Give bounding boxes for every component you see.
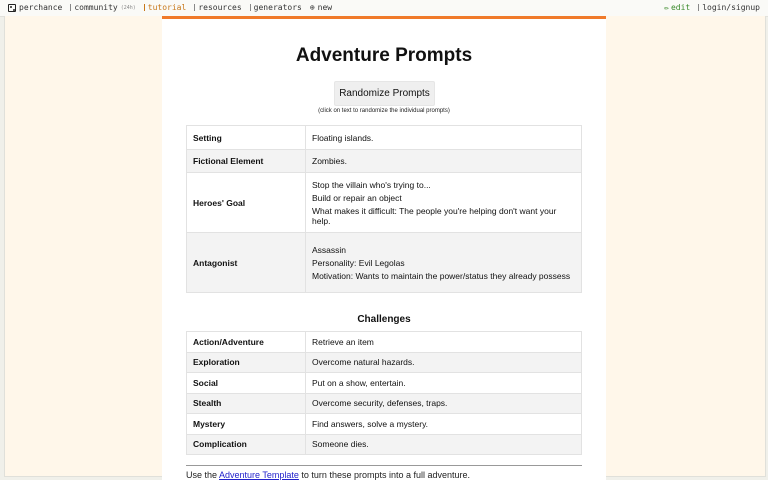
table-row	[187, 332, 582, 353]
table-row	[187, 150, 582, 173]
challenge-value[interactable]: Someone dies.	[306, 434, 582, 455]
table-row	[187, 173, 582, 233]
randomize-hint: (click on text to randomize the individual prompts)	[318, 108, 450, 114]
chat-icon	[70, 4, 71, 11]
new-label: new	[317, 3, 333, 12]
prompts-table	[186, 125, 582, 293]
prompt-line[interactable]: Assassin	[312, 244, 347, 255]
table-row	[187, 126, 582, 150]
resources-label: resources	[198, 3, 242, 12]
prompt-line[interactable]: Zombies.	[312, 156, 347, 166]
prompt-value[interactable]	[306, 233, 582, 293]
table-row	[187, 393, 582, 414]
resources-icon	[194, 4, 195, 11]
top-nav-bar	[0, 0, 768, 17]
generators-icon	[250, 4, 251, 11]
row-label: Setting	[187, 126, 306, 150]
footer-prefix: Use the	[186, 470, 220, 480]
resources-link[interactable]	[194, 3, 241, 12]
brand-label: perchance	[19, 3, 63, 12]
challenges-table	[186, 331, 582, 455]
table-row	[187, 414, 582, 435]
footer-suffix: to turn these prompts into a full adventure.	[298, 470, 471, 480]
dice-icon	[8, 4, 16, 12]
edit-link[interactable]	[664, 3, 690, 12]
row-label: Stealth	[187, 393, 306, 414]
challenge-value[interactable]: Overcome natural hazards.	[306, 352, 582, 373]
prompt-line[interactable]: What makes it difficult: The people you're helping don't want your help.	[312, 205, 557, 226]
edit-label: edit	[670, 3, 691, 12]
footer-note	[186, 470, 582, 480]
generators-label: generators	[253, 3, 302, 12]
community-link[interactable]	[70, 3, 135, 12]
challenge-value[interactable]: Retrieve an item	[306, 332, 582, 353]
challenge-value[interactable]: Find answers, solve a mystery.	[306, 414, 582, 435]
row-label: Heroes' Goal	[187, 173, 306, 233]
book-icon	[144, 4, 145, 11]
randomize-button[interactable]: Randomize Prompts	[334, 81, 435, 106]
page-title: Adventure Prompts	[295, 45, 473, 66]
prompt-value[interactable]	[306, 150, 582, 173]
challenge-value[interactable]: Put on a show, entertain.	[306, 373, 582, 394]
tutorial-link[interactable]	[144, 3, 187, 12]
community-label: community	[74, 3, 118, 12]
tutorial-label: tutorial	[147, 3, 187, 12]
new-link[interactable]	[310, 3, 332, 12]
table-row	[187, 373, 582, 394]
generators-link[interactable]	[250, 3, 302, 12]
prompt-line[interactable]: Motivation: Wants to maintain the power/status they already possess	[312, 270, 571, 281]
pencil-icon: ✏	[664, 3, 669, 12]
table-row	[187, 352, 582, 373]
plus-circle-icon: ⊕	[309, 3, 315, 12]
brand-link[interactable]	[8, 3, 62, 12]
adventure-template-link[interactable]: Adventure Template	[219, 470, 299, 480]
prompt-value[interactable]	[306, 126, 582, 150]
prompt-line[interactable]: Stop the villain who's trying to...	[312, 179, 431, 190]
challenges-heading: Challenges	[357, 314, 411, 325]
row-label: Exploration	[187, 352, 306, 373]
prompt-line[interactable]: Build or repair an object	[312, 192, 402, 203]
challenge-value[interactable]: Overcome security, defenses, traps.	[306, 393, 582, 414]
row-label: Social	[187, 373, 306, 394]
row-label: Complication	[187, 434, 306, 455]
login-link[interactable]	[698, 3, 760, 12]
row-label: Mystery	[187, 414, 306, 435]
table-row	[187, 434, 582, 455]
user-icon	[698, 4, 699, 11]
table-row	[187, 233, 582, 293]
prompt-line[interactable]: Floating islands.	[312, 132, 374, 143]
prompt-line[interactable]: Personality: Evil Legolas	[312, 257, 405, 268]
row-label: Action/Adventure	[187, 332, 306, 353]
row-label: Antagonist	[187, 233, 306, 293]
row-label: Fictional Element	[187, 150, 306, 173]
prompt-value[interactable]	[306, 173, 582, 233]
community-count: (24h)	[120, 4, 136, 11]
generator-output	[162, 16, 606, 480]
divider	[186, 465, 582, 466]
login-label: login/signup	[702, 3, 760, 12]
